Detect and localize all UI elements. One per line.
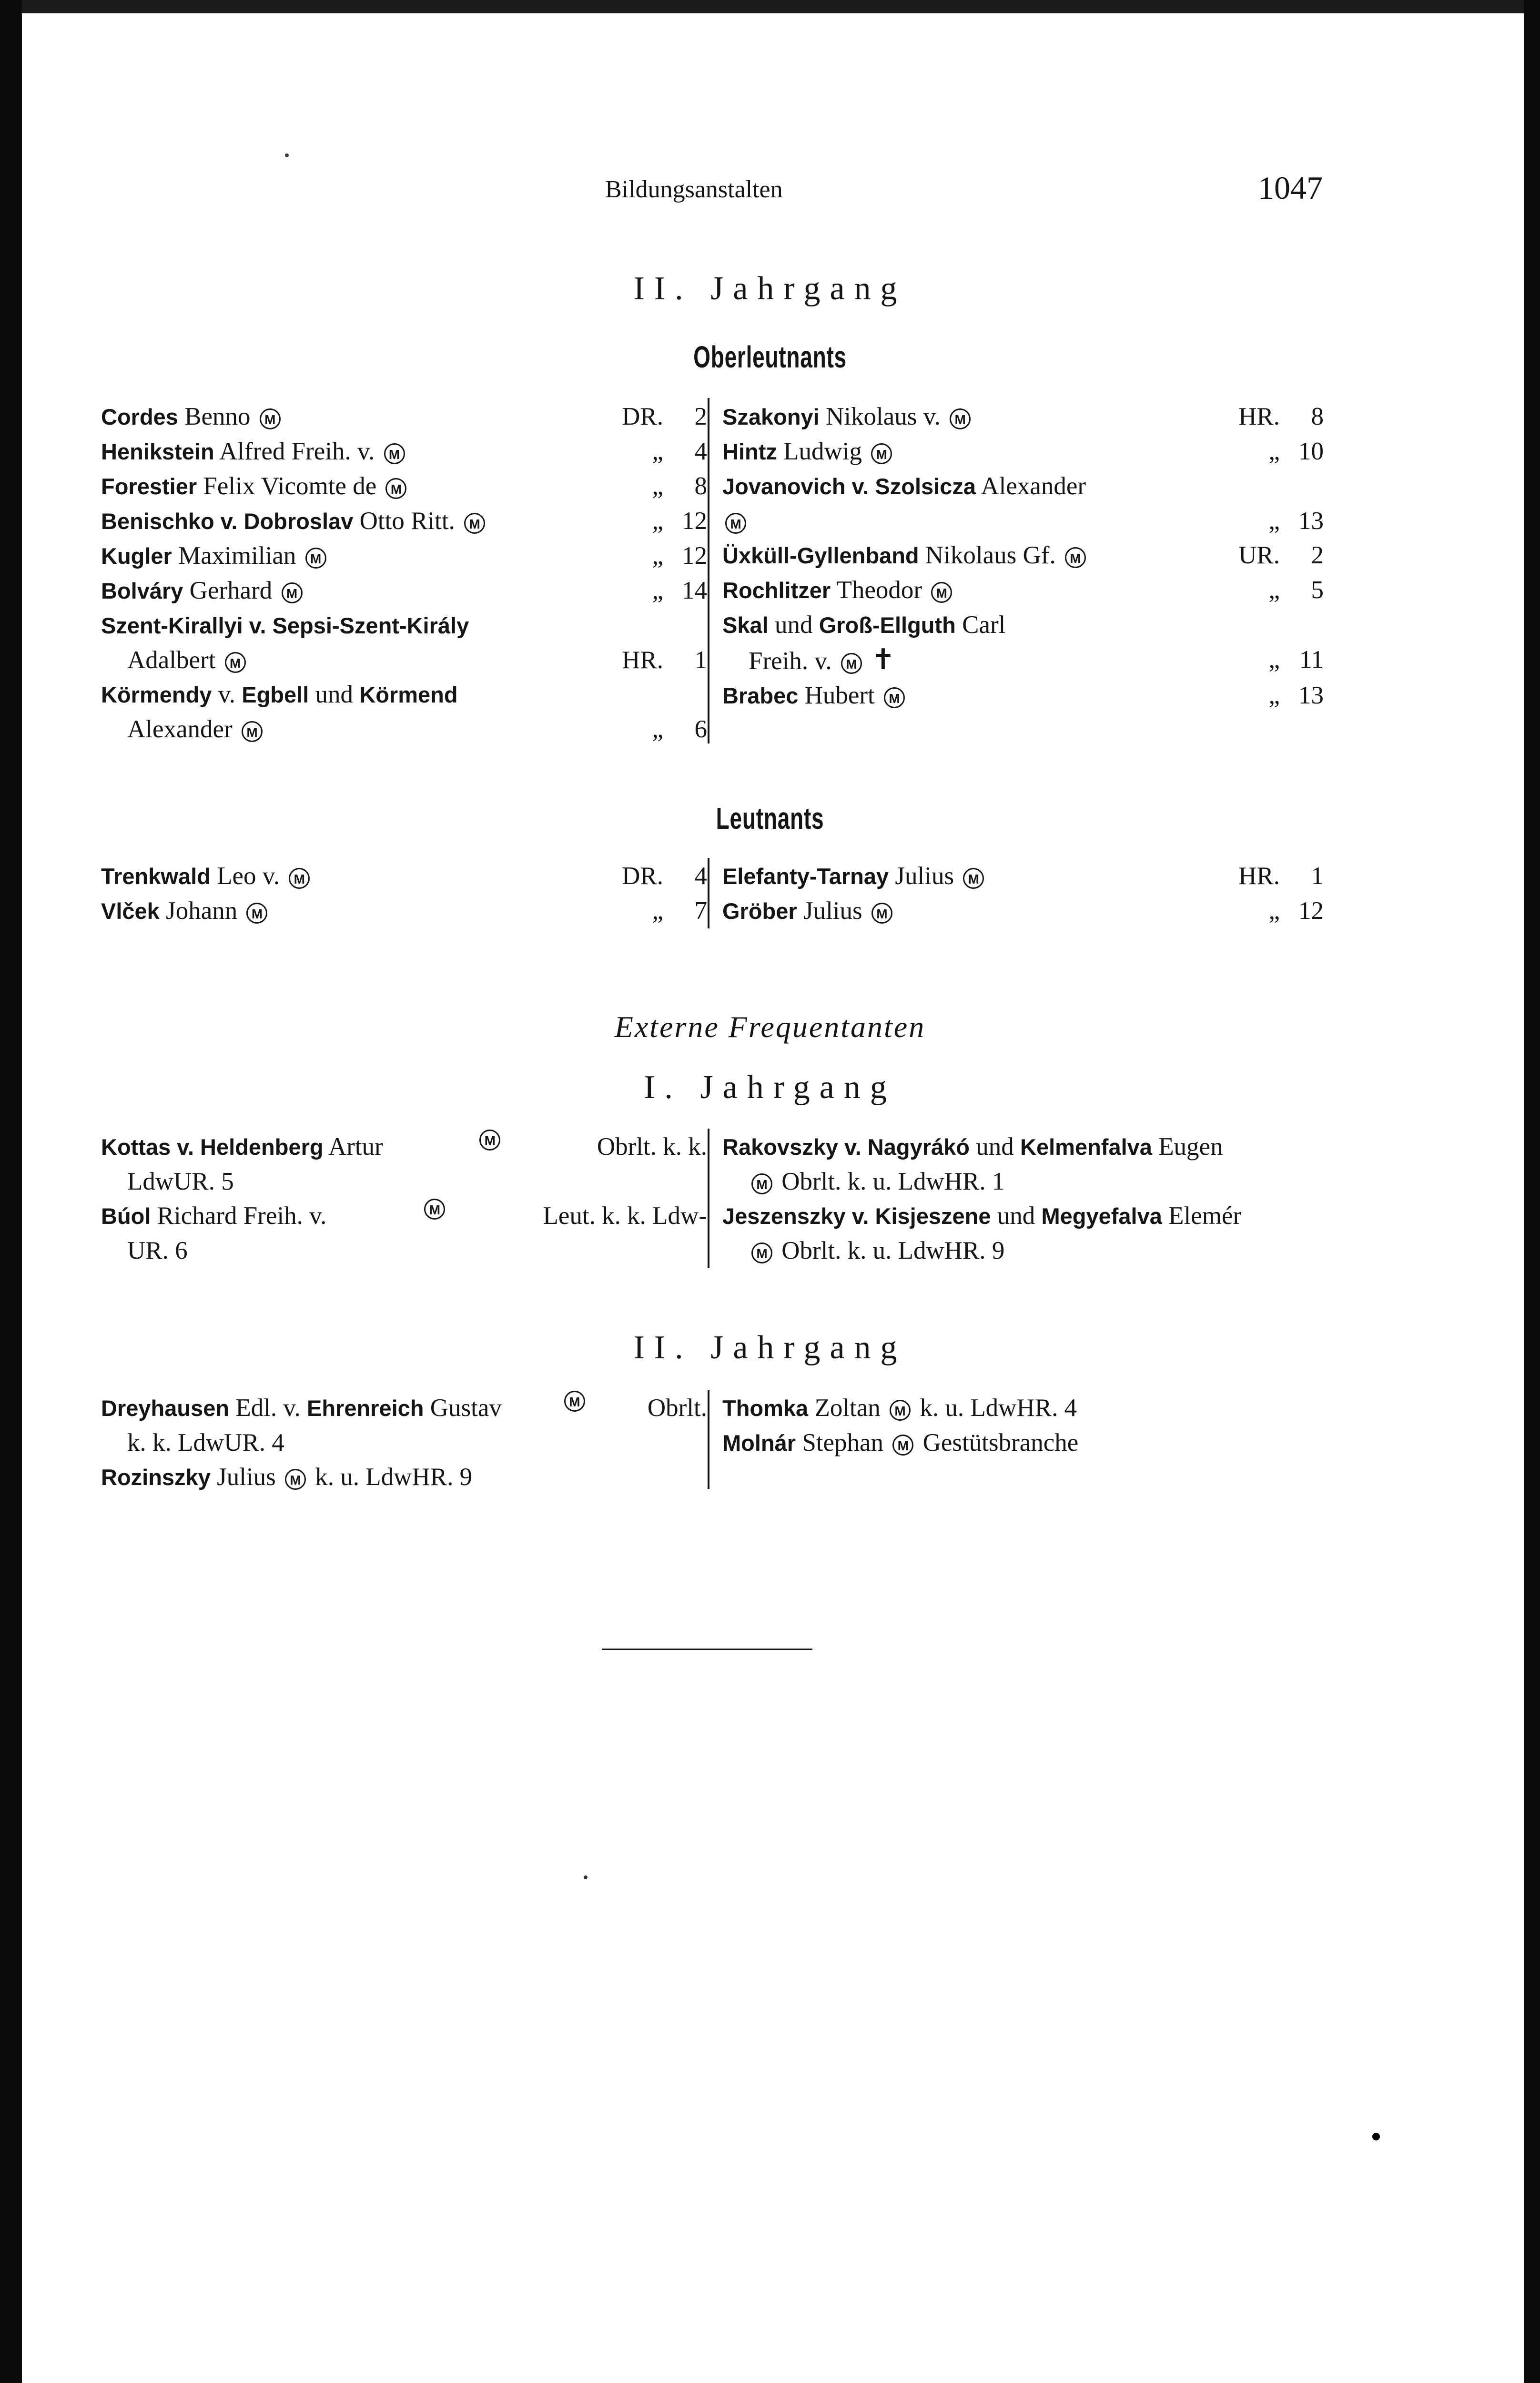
entry-number: 4 bbox=[694, 862, 707, 890]
medal-icon: M bbox=[424, 1199, 445, 1220]
entry-number: 12 bbox=[1298, 897, 1324, 925]
entry-name: Thomka bbox=[722, 1395, 809, 1421]
entry-name: Jeszenszky v. Kisjeszene bbox=[722, 1203, 991, 1229]
oberleutnants-left-column bbox=[101, 399, 707, 746]
entry-name: Búol bbox=[101, 1203, 151, 1229]
leutnants-left-column bbox=[101, 859, 707, 928]
entry-name: Henikstein bbox=[101, 439, 214, 464]
entry-given-name: Alexander bbox=[127, 715, 233, 743]
medal-icon: M bbox=[479, 1130, 500, 1151]
entry-given-name: Leo v. bbox=[217, 862, 280, 890]
medal-icon: M bbox=[841, 653, 862, 674]
section-heading-ext-i-jahrgang: I. Jahrgang bbox=[644, 1069, 896, 1106]
entry-given-name: Adalbert bbox=[127, 646, 216, 674]
entry-unit: HR. bbox=[1238, 403, 1280, 430]
medal-icon: M bbox=[884, 687, 905, 708]
entry-name: Brabec bbox=[722, 683, 799, 708]
entry-name: Elefanty-Tarnay bbox=[722, 864, 889, 889]
entry-given-name: Alfred Freih. v. bbox=[219, 438, 375, 465]
entry-unit: UR. bbox=[1238, 541, 1280, 569]
entry-particle: v. bbox=[218, 681, 235, 708]
list-entry bbox=[101, 539, 707, 573]
list-entry bbox=[722, 434, 1324, 469]
entry-unit: HR. bbox=[1238, 862, 1280, 890]
entry-given-name: Nikolaus v. bbox=[826, 403, 941, 430]
list-entry bbox=[101, 1391, 707, 1426]
entry-rank-unit: Obrlt. k. u. LdwHR. 9 bbox=[781, 1237, 1005, 1264]
entry-given-name: Otto Ritt. bbox=[359, 507, 455, 535]
list-entry bbox=[101, 469, 707, 504]
entry-given-name: Stephan bbox=[802, 1429, 884, 1456]
oberleutnants-right-column bbox=[722, 399, 1324, 713]
entry-unit: k. k. LdwUR. 4 bbox=[127, 1429, 284, 1456]
entry-unit: HR. bbox=[622, 646, 663, 674]
entry-particle: und bbox=[315, 681, 354, 708]
list-entry bbox=[101, 1460, 707, 1495]
entry-unit: „ bbox=[652, 577, 663, 604]
section-end-rule bbox=[602, 1649, 812, 1650]
medal-icon: M bbox=[890, 1400, 911, 1421]
entry-number: 4 bbox=[694, 438, 707, 465]
entry-name: Gröber bbox=[722, 898, 797, 924]
entry-unit: „ bbox=[1268, 438, 1280, 465]
running-header: Bildungsanstalten bbox=[605, 176, 783, 203]
entry-rank-unit: Leut. k. k. Ldw- bbox=[543, 1202, 707, 1230]
entry-rank-unit: k. u. LdwHR. 4 bbox=[920, 1394, 1077, 1422]
entry-unit: „ bbox=[652, 897, 663, 925]
medal-icon: M bbox=[871, 903, 892, 924]
entry-name: Szent-Kirallyi v. Sepsi-Szent-Király bbox=[101, 613, 469, 638]
entry-number: 8 bbox=[1311, 403, 1324, 430]
list-entry bbox=[722, 894, 1324, 928]
entry-name-part: Megyefalva bbox=[1041, 1203, 1162, 1229]
entry-unit: „ bbox=[652, 542, 663, 570]
medal-icon: M bbox=[871, 443, 892, 464]
entry-number: 6 bbox=[694, 715, 707, 743]
list-entry-continuation bbox=[722, 1164, 1324, 1199]
entry-name: Vlček bbox=[101, 898, 160, 924]
scan-top-border bbox=[0, 0, 1540, 13]
section-heading-ext-ii-jahrgang: II. Jahrgang bbox=[633, 1329, 907, 1366]
entry-unit: DR. bbox=[622, 862, 663, 890]
entry-name: Rozinszky bbox=[101, 1465, 211, 1490]
entry-number: 10 bbox=[1298, 438, 1324, 465]
entry-unit: LdwUR. 5 bbox=[127, 1168, 234, 1195]
entry-unit: „ bbox=[652, 507, 663, 535]
list-entry-continuation bbox=[101, 712, 707, 746]
entry-given-name: Ludwig bbox=[783, 438, 862, 465]
entry-name: Kottas v. Heldenberg bbox=[101, 1134, 324, 1160]
medal-icon: M bbox=[725, 513, 746, 534]
entry-unit: UR. 6 bbox=[127, 1237, 188, 1264]
list-entry-continuation bbox=[101, 643, 707, 677]
list-entry bbox=[722, 859, 1324, 894]
entry-number: 2 bbox=[1311, 541, 1324, 569]
entry-number: 11 bbox=[1299, 646, 1324, 673]
entry-name-part: Körmend bbox=[359, 682, 458, 707]
scan-left-edge bbox=[0, 0, 22, 2383]
entry-number: 12 bbox=[682, 542, 707, 570]
entry-unit: „ bbox=[1268, 646, 1280, 673]
entry-rank-unit: Obrlt. k. u. LdwHR. 1 bbox=[781, 1168, 1005, 1195]
entry-unit: „ bbox=[1268, 576, 1280, 604]
entry-given-name: Alexander bbox=[981, 472, 1086, 500]
entry-name-part: Egbell bbox=[242, 682, 309, 707]
entry-given-name: Carl bbox=[962, 611, 1006, 639]
medal-icon: M bbox=[225, 652, 246, 673]
entry-number: 13 bbox=[1298, 682, 1324, 709]
medal-icon: M bbox=[1065, 547, 1086, 568]
entry-given-name: Artur bbox=[328, 1133, 383, 1161]
medal-icon: M bbox=[464, 513, 485, 534]
section-heading-externe-frequentanten: Externe Frequentanten bbox=[614, 1010, 926, 1044]
medal-icon: M bbox=[282, 582, 303, 603]
list-entry bbox=[101, 573, 707, 608]
list-entry bbox=[101, 859, 707, 894]
scan-speck bbox=[285, 153, 289, 157]
list-entry-continuation bbox=[722, 1233, 1324, 1268]
list-entry bbox=[101, 504, 707, 539]
list-entry bbox=[722, 608, 1324, 642]
medal-icon: M bbox=[260, 408, 281, 429]
list-entry bbox=[722, 1199, 1324, 1233]
medal-icon: M bbox=[289, 868, 310, 889]
medal-icon: M bbox=[564, 1391, 585, 1412]
entry-name: Szakonyi bbox=[722, 404, 820, 429]
entry-name: Skal bbox=[722, 612, 769, 638]
entry-given-name: Felix Vicomte de bbox=[203, 472, 377, 500]
leutnants-right-column bbox=[722, 859, 1324, 928]
entry-name: Rakovszky v. Nagyrákó bbox=[722, 1134, 970, 1160]
entry-given-name: Richard Freih. v. bbox=[157, 1202, 327, 1230]
list-entry bbox=[101, 1199, 707, 1233]
externe-i-right-column bbox=[722, 1130, 1324, 1268]
list-entry bbox=[101, 434, 707, 469]
entry-name: Trenkwald bbox=[101, 864, 211, 889]
medal-icon: M bbox=[751, 1173, 772, 1194]
entry-given-name: Elemér bbox=[1168, 1202, 1242, 1230]
medal-icon: M bbox=[285, 1469, 306, 1490]
entry-name: Rochlitzer bbox=[722, 578, 831, 603]
entry-rank-unit: Obrlt. k. k. bbox=[597, 1133, 707, 1161]
entry-number: 2 bbox=[694, 403, 707, 430]
entry-number: 5 bbox=[1311, 576, 1324, 604]
entry-number: 1 bbox=[1311, 862, 1324, 890]
entry-given-name: Zoltan bbox=[814, 1394, 881, 1422]
entry-assignment: Gestütsbranche bbox=[922, 1429, 1079, 1456]
entry-unit: DR. bbox=[622, 403, 663, 430]
entry-particle: und bbox=[774, 611, 813, 639]
externe-ii-right-column bbox=[722, 1391, 1324, 1460]
medal-icon: M bbox=[950, 408, 971, 429]
list-entry bbox=[101, 894, 707, 928]
entry-given-name: Gustav bbox=[430, 1394, 502, 1422]
entry-unit: „ bbox=[652, 438, 663, 465]
entry-given-name: Gerhard bbox=[189, 577, 273, 604]
list-entry bbox=[722, 1426, 1324, 1460]
medal-icon: M bbox=[385, 478, 406, 499]
externe-ii-left-column bbox=[101, 1391, 707, 1495]
entry-unit: „ bbox=[1268, 682, 1280, 709]
entry-rank-unit: Obrlt. bbox=[647, 1394, 707, 1422]
cross-icon: ✝ bbox=[871, 644, 895, 675]
entry-name: Jovanovich v. Szolsicza bbox=[722, 474, 976, 499]
list-entry bbox=[101, 677, 707, 712]
medal-icon: M bbox=[246, 903, 267, 924]
page-number: 1047 bbox=[1258, 170, 1323, 206]
list-entry bbox=[722, 1130, 1324, 1164]
scan-speck bbox=[1372, 2133, 1380, 2140]
list-entry-continuation bbox=[722, 504, 1324, 538]
medal-icon: M bbox=[305, 548, 326, 569]
entry-name: Hintz bbox=[722, 439, 777, 464]
list-entry bbox=[722, 538, 1324, 573]
list-entry-continuation bbox=[722, 642, 1324, 678]
medal-icon: M bbox=[963, 868, 984, 889]
list-entry-continuation bbox=[101, 1426, 707, 1460]
entry-name-part: Kelmenfalva bbox=[1020, 1134, 1152, 1160]
entry-given-name: Maximilian bbox=[178, 542, 296, 570]
medal-icon: M bbox=[892, 1435, 913, 1456]
entry-number: 12 bbox=[682, 507, 707, 535]
entry-particle: und bbox=[997, 1202, 1035, 1230]
scan-speck bbox=[584, 1875, 588, 1879]
entry-number: 7 bbox=[694, 897, 707, 925]
list-entry bbox=[722, 1391, 1324, 1426]
column-divider bbox=[708, 858, 709, 928]
entry-name: Kugler bbox=[101, 543, 172, 569]
medal-icon: M bbox=[384, 443, 405, 464]
entry-name: Molnár bbox=[722, 1430, 796, 1456]
entry-number: 13 bbox=[1298, 507, 1324, 535]
entry-particle: Edl. v. bbox=[235, 1394, 301, 1422]
medal-icon: M bbox=[242, 721, 263, 742]
list-entry bbox=[722, 573, 1324, 608]
column-divider bbox=[708, 1390, 709, 1489]
list-entry bbox=[722, 399, 1324, 434]
entry-particle: und bbox=[976, 1133, 1014, 1161]
entry-name: Forestier bbox=[101, 474, 197, 499]
entry-given-name: Nikolaus Gf. bbox=[925, 541, 1056, 569]
list-entry bbox=[101, 399, 707, 434]
list-entry-continuation bbox=[101, 1233, 707, 1268]
section-heading-leutnants: Leutnants bbox=[716, 801, 824, 835]
entry-given-name: Eugen bbox=[1158, 1133, 1223, 1161]
list-entry-continuation bbox=[101, 1164, 707, 1199]
entry-name: Cordes bbox=[101, 404, 178, 429]
list-entry bbox=[722, 469, 1324, 504]
entry-name: Üxküll-Gyllenband bbox=[722, 543, 919, 568]
externe-i-left-column bbox=[101, 1130, 707, 1268]
entry-unit: „ bbox=[652, 472, 663, 500]
scan-right-edge bbox=[1524, 0, 1540, 2383]
entry-number: 1 bbox=[694, 646, 707, 674]
entry-name: Benischko v. Dobroslav bbox=[101, 509, 354, 534]
entry-number: 8 bbox=[694, 472, 707, 500]
entry-title: Freih. v. bbox=[749, 647, 832, 675]
column-divider bbox=[708, 1129, 709, 1268]
medal-icon: M bbox=[751, 1242, 772, 1263]
entry-given-name: Julius bbox=[217, 1463, 276, 1491]
entry-number: 14 bbox=[682, 577, 707, 604]
entry-name: Bolváry bbox=[101, 578, 183, 603]
entry-unit: „ bbox=[1268, 507, 1280, 535]
entry-unit: „ bbox=[1268, 897, 1280, 925]
entry-name: Körmendy bbox=[101, 682, 212, 707]
entry-name-part: Groß-Ellguth bbox=[819, 612, 956, 638]
entry-unit: „ bbox=[652, 715, 663, 743]
list-entry bbox=[101, 608, 707, 643]
section-heading-oberleutnants: Oberleutnants bbox=[693, 340, 847, 374]
entry-given-name: Johann bbox=[166, 897, 238, 925]
entry-rank-unit: k. u. LdwHR. 9 bbox=[315, 1463, 473, 1491]
entry-name: Dreyhausen bbox=[101, 1395, 230, 1421]
entry-given-name: Julius bbox=[803, 897, 862, 925]
medal-icon: M bbox=[931, 582, 952, 603]
section-heading-ii-jahrgang: II. Jahrgang bbox=[633, 270, 907, 307]
entry-name-part: Ehrenreich bbox=[306, 1395, 424, 1421]
column-divider bbox=[708, 398, 709, 743]
entry-given-name: Theodor bbox=[836, 576, 922, 604]
list-entry bbox=[101, 1130, 707, 1164]
list-entry bbox=[722, 678, 1324, 713]
entry-given-name: Benno bbox=[184, 403, 251, 430]
entry-given-name: Hubert bbox=[804, 682, 875, 709]
entry-given-name: Julius bbox=[895, 862, 954, 890]
